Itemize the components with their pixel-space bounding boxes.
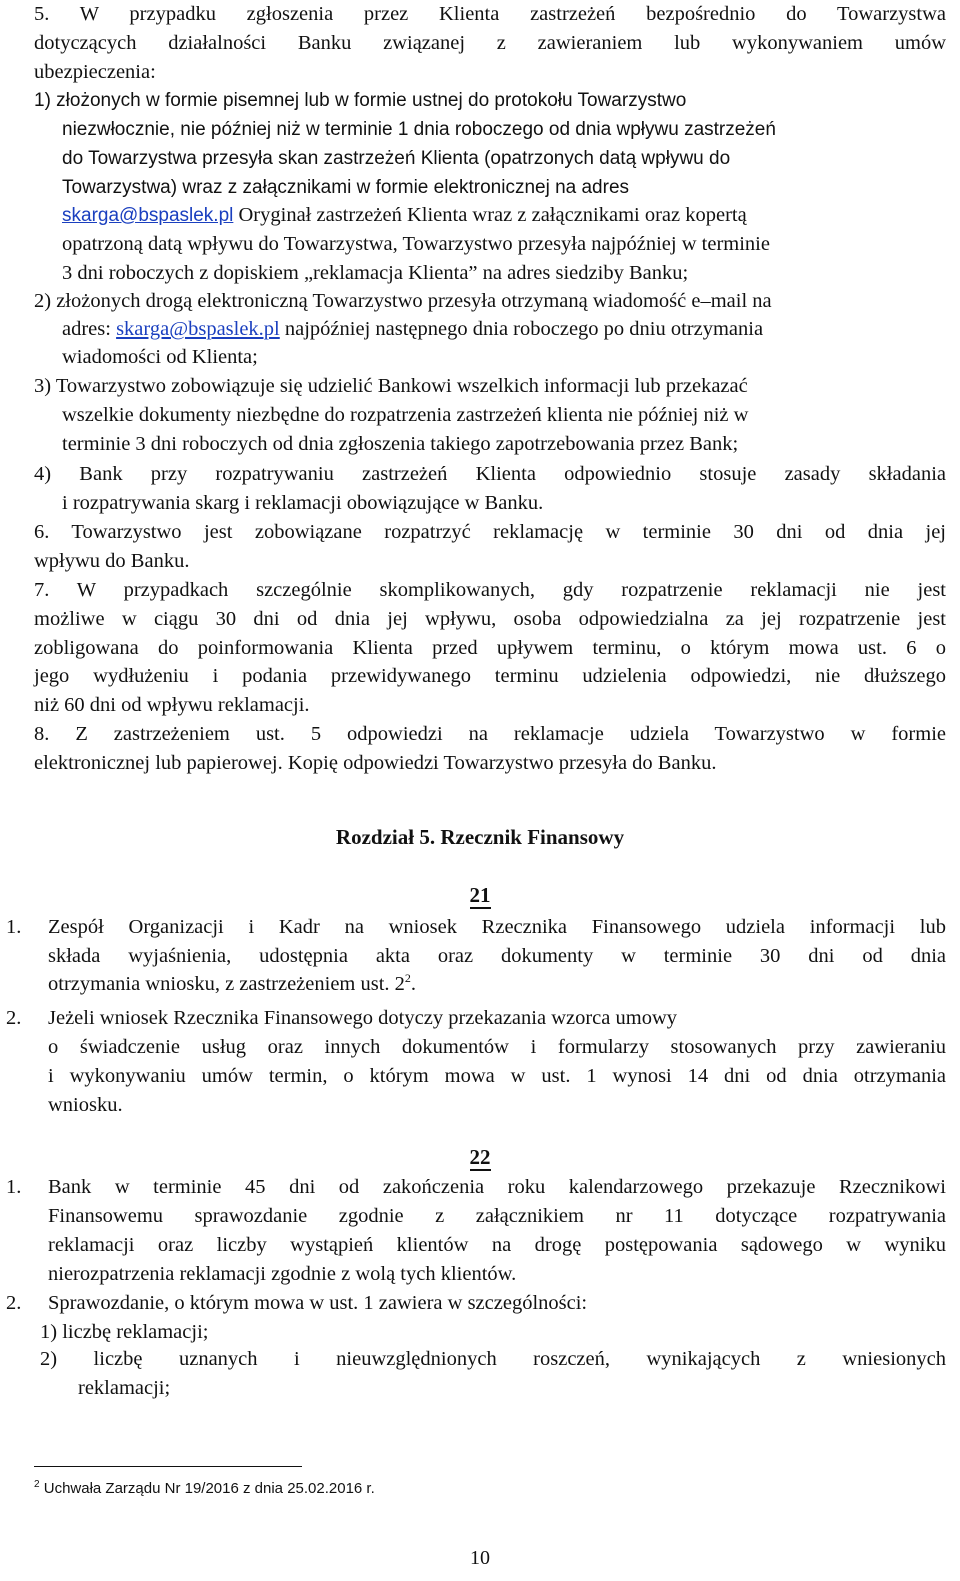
item2-after-email: najpóźniej następnego dnia roboczego po dniu otrzymania	[279, 318, 764, 340]
item3-line-1: 3) Towarzystwo zobowiązuje się udzielić Bankowi wszelkich informacji lub przekazać	[34, 375, 748, 397]
item1-line-4: Towarzystwa) wraz z załącznikami w formie elektronicznej na adres	[62, 177, 630, 198]
section5-line-1: 5. W przypadku zgłoszenia przez Klienta zastrzeżeń bezpośrednio do Towarzystwa	[34, 3, 946, 25]
page-number: 10	[470, 1547, 490, 1569]
par22-p1-number: 1.	[6, 1176, 22, 1198]
item2-line-1: 2) złożonych drogą elektroniczną Towarzystwo przesyła otrzymaną wiadomość e–mail na	[34, 290, 772, 312]
chapter-title: Rozdział 5. Rzecznik Finansowy	[335, 825, 625, 849]
footnote-mark: 2	[34, 1479, 40, 1490]
section7-line-3: zobligowana do poinformowania Klienta przed upływem terminu, o którym mowa ust. 6 o	[34, 637, 946, 659]
item3-line-3: terminie 3 dni roboczych od dnia zgłoszenia takiego zapotrzebowania przez Bank;	[62, 433, 739, 455]
item4-line-2: i rozpatrywania skarg i reklamacji obowiązujące w Banku.	[62, 492, 544, 514]
section8-line-2: elektronicznej lub papierowej. Kopię odpowiedzi Towarzystwo przesyła do Banku.	[34, 752, 717, 774]
par22-p1-line-4: nierozpatrzenia reklamacji zgodnie z wolą tych klientów.	[48, 1263, 517, 1285]
par21-p1-end: .	[410, 973, 417, 995]
item1-line-2: niezwłocznie, nie później niż w terminie 1 dnia roboczego od dnia wpływu zastrzeżeń	[62, 119, 776, 140]
section5-line-2: dotyczących działalności Banku związanej z zawieraniem lub wykonywaniem umów	[34, 32, 946, 54]
par22-p1-line-3: reklamacji oraz liczby wystąpień klientów na drogę postępowania sądowego w wyniku	[48, 1234, 946, 1256]
section7-line-2: możliwe w ciągu 30 dni od dnia jej wpływu, osoba odpowiedzialna za jej rozpatrzenie jest	[34, 608, 946, 630]
item4-line-1: 4) Bank przy rozpatrywaniu zastrzeżeń Klienta odpowiednio stosuje zasady składania	[34, 463, 946, 485]
par21-p2-line-4: wniosku.	[48, 1094, 123, 1116]
par22-p2-line: Sprawozdanie, o którym mowa w ust. 1 zawiera w szczególności:	[48, 1292, 588, 1314]
email-link-2[interactable]: skarga@bspaslek.pl	[116, 318, 280, 340]
par22-sub-2-line-2: reklamacji;	[78, 1377, 171, 1399]
par21-p1-line-1: Zespół Organizacji i Kadr na wniosek Rzecznika Finansowego udziela informacji lub	[48, 916, 946, 938]
section5-line-3: ubezpieczenia:	[34, 61, 156, 83]
par22-p2-number: 2.	[6, 1292, 22, 1314]
email-link[interactable]: skarga@bspaslek.pl	[62, 205, 234, 226]
par22-p1-line-2: Finansowemu sprawozdanie zgodnie z załącznikiem nr 11 dotyczące rozpatrywania	[48, 1205, 946, 1227]
footnote-ref[interactable]: 2	[404, 971, 411, 986]
paragraph-21-number: 21	[469, 883, 491, 907]
section6-line-2: wpływu do Banku.	[34, 550, 190, 572]
par22-sub-1: 1) liczbę reklamacji;	[40, 1321, 209, 1343]
item2-line-3: wiadomości od Klienta;	[62, 346, 258, 368]
paragraph-22-number: 22	[469, 1145, 491, 1169]
item2-line-2	[62, 315, 763, 344]
par21-p1-number: 1.	[6, 916, 22, 938]
par21-p2-line-3: i wykonywaniu umów termin, o którym mowa w ust. 1 wynosi 14 dni od dnia otrzymania	[48, 1065, 946, 1087]
section7-line-5: niż 60 dni od wpływu reklamacji.	[34, 694, 310, 716]
section6-line-1: 6. Towarzystwo jest zobowiązane rozpatrzyć reklamację w terminie 30 dni od dnia jej	[34, 521, 946, 543]
item1-line-6: opatrzoną datą wpływu do Towarzystwa, Towarzystwo przesyła najpóźniej w terminie	[62, 233, 770, 255]
section8-line-1: 8. Z zastrzeżeniem ust. 5 odpowiedzi na reklamacje udziela Towarzystwo w formie	[34, 723, 946, 745]
par21-p2-number: 2.	[6, 1007, 22, 1029]
par22-p1-line-1: Bank w terminie 45 dni od zakończenia roku kalendarzowego przekazuje Rzecznikowi	[48, 1176, 946, 1198]
par22-sub-2-line-1: 2) liczbę uznanych i nieuwzględnionych roszczeń, wynikających z wniesionych	[40, 1348, 946, 1370]
section7-line-1: 7. W przypadkach szczególnie skomplikowanych, gdy rozpatrzenie reklamacji nie jest	[34, 579, 946, 601]
par21-p2-line-1: Jeżeli wniosek Rzecznika Finansowego dotyczy przekazania wzorca umowy	[48, 1007, 677, 1029]
item2-before-email: adres:	[62, 318, 117, 340]
footnote-text: Uchwała Zarządu Nr 19/2016 z dnia 25.02.2016 r.	[39, 1480, 375, 1497]
item3-line-2: wszelkie dokumenty niezbędne do rozpatrzenia zastrzeżeń klienta nie później niż w	[62, 404, 749, 426]
par21-p1-line-2: składa wyjaśnienia, udostępnia akta oraz dokumenty w terminie 30 dni od dnia	[48, 945, 946, 967]
section7-line-4: jego wydłużeniu i podania przewidywanego terminu udzielenia odpowiedzi, nie dłuższego	[34, 665, 946, 687]
item1-line-5	[62, 201, 747, 230]
item1-line-7: 3 dni roboczych z dopiskiem „reklamacja Klienta” na adres siedziby Banku;	[62, 262, 689, 284]
item1-line-1: 1) złożonych w formie pisemnej lub w formie ustnej do protokołu Towarzystwo	[34, 90, 687, 111]
item1-after-email: Oryginał zastrzeżeń Klienta wraz z załącznikami oraz kopertą	[233, 204, 747, 226]
paragraph-21-mark	[0, 880, 960, 910]
par21-p2-line-2: o świadczenie usług oraz innych dokumentów i formularzy stosowanych przy zawieraniu	[48, 1036, 946, 1058]
footnote-separator	[34, 1466, 302, 1467]
item1-line-3: do Towarzystwa przesyła skan zastrzeżeń Klienta (opatrzonych datą wpływu do	[62, 148, 731, 169]
par21-p1-last: otrzymania wniosku, z zastrzeżeniem ust. 2	[48, 973, 405, 995]
paragraph-22-mark	[0, 1142, 960, 1172]
footnote	[34, 1478, 375, 1500]
par21-p1-line-3	[48, 970, 416, 999]
